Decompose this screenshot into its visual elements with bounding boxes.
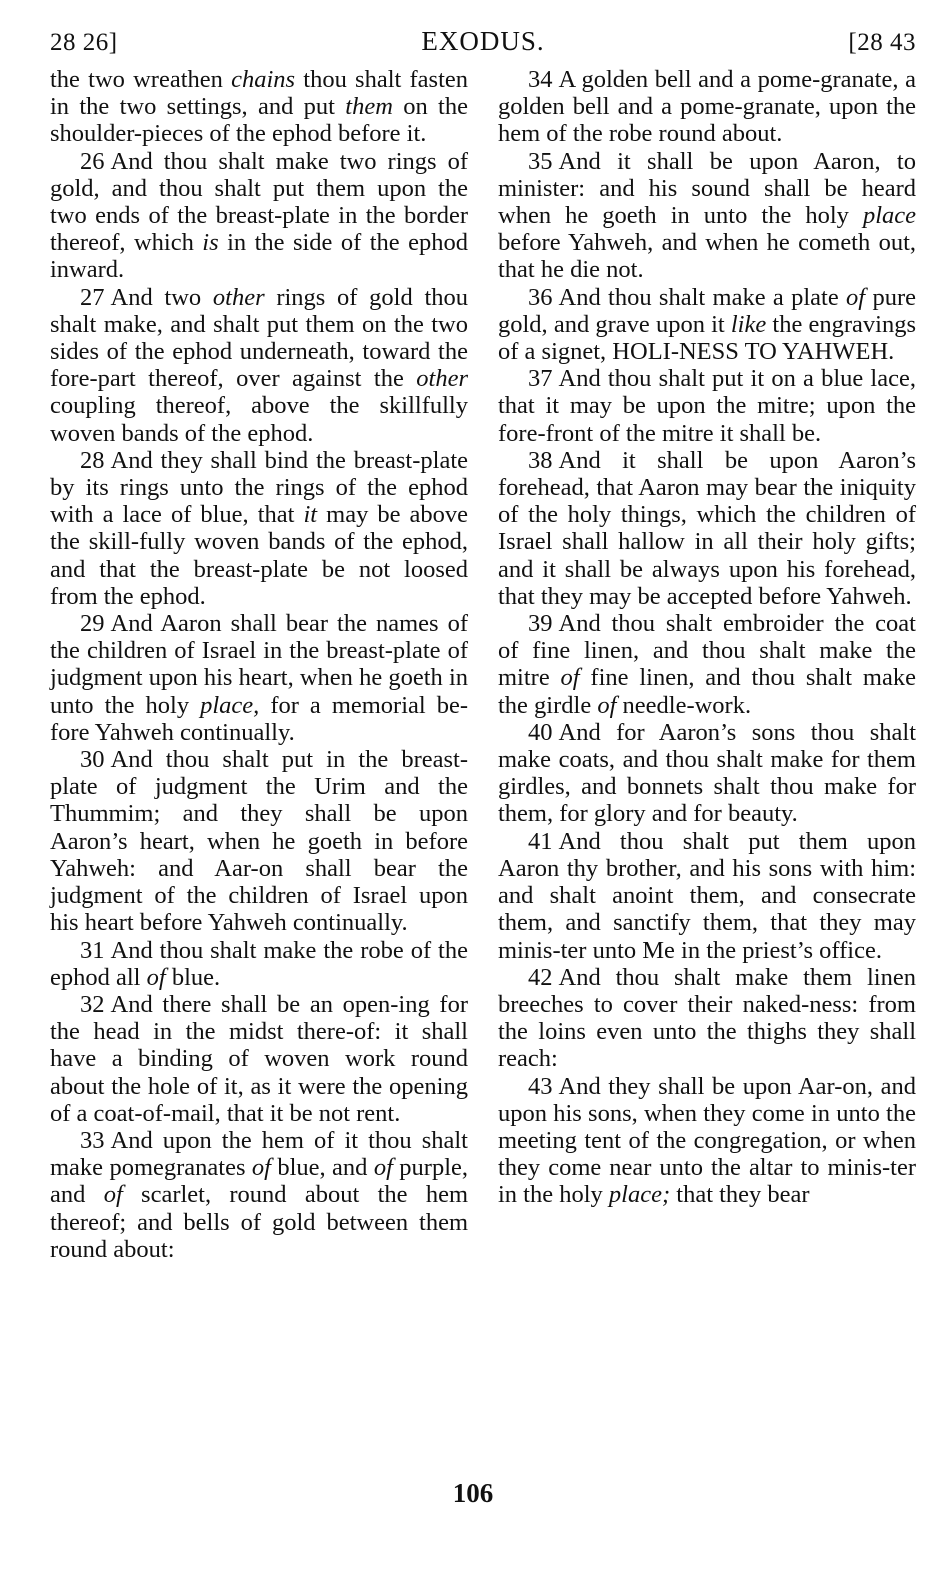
verse-text: scarlet, round about the hem thereof; and bells of gold between them round about: [50,1181,469,1263]
verse-text: And thou shalt put them upon Aaron thy brother, and his sons with him: and shalt anoint them, and consecrate them, and sanctify them, that they may minis-ter unto Me in the priest’s office. [498,827,916,964]
verse-text: that they bear [670,1181,810,1209]
verse-number: 35 [528,147,553,175]
verse-number: 36 [528,283,553,311]
italic-text: them [345,93,393,121]
verse-number: 42 [528,963,553,991]
italic-text: of [597,691,617,719]
verse-number: 40 [528,718,553,746]
verse [498,964,916,1073]
italic-text: other [212,283,265,311]
verse-number: 38 [528,446,553,474]
verse [498,284,916,366]
verse-number: 28 [80,446,105,474]
verse [50,991,468,1127]
italic-text: place; [608,1181,671,1209]
verse-text: And it shall be upon Aaron, to minister: and his sound shall be heard when he goeth in unto the holy [498,147,916,230]
verse-text: And Aaron shall bear the names of the children of Israel in the breast-plate of judgment upon his heart, when he goeth in unto the holy [50,610,468,719]
verse [498,148,916,284]
verse [498,1073,916,1209]
italic-text: is [202,229,219,257]
italic-text: place [862,202,916,230]
verse [50,746,468,936]
verse-text: in the side of the ephod inward. [50,229,468,284]
verse-text: for a memorial be-fore Yahweh continually. [50,691,469,746]
verse-number: 43 [528,1072,553,1100]
verse-text: And thou shalt make the robe of the ephod all [50,936,468,991]
italic-text: like [730,310,767,338]
verse-text: And thou shalt make a plate [558,283,847,311]
verse [498,828,916,964]
verse-text: coupling thereof, above the skillfully woven bands of the ephod. [50,392,468,447]
verse-number: 33 [80,1126,105,1154]
verse-text: thou shalt fasten in the two settings, and put [50,66,469,121]
italic-text: chains [231,66,296,93]
verse-number: 41 [528,827,553,855]
verse-text: pure gold, and grave upon it [498,283,916,338]
italic-text: it [303,501,318,529]
right-column [498,66,916,1263]
verse-text: And thou shalt make two rings of gold, and thou shalt put them upon the two ends of the breast-plate in the border thereof, which [50,147,468,257]
page-number: 106 [452,1478,494,1508]
verse-number: 27 [80,283,105,311]
verse-text: And two [110,283,213,311]
verse-text: purple, and [50,1154,469,1209]
verse [498,66,916,148]
verse [50,610,468,746]
italic-text: of [560,664,580,692]
italic-text: of [103,1181,123,1209]
text-columns [50,66,916,1263]
verse-text: And they shall be upon Aar-on, and upon his sons, when they come in unto the meeting tent of the congregation, or when they come near unto the altar to minis-ter in the holy [498,1072,916,1209]
verse-text: A golden bell and a pome-granate, a golden bell and a pome-granate, upon the hem of the robe round about. [498,66,916,148]
verse-number: 37 [528,365,553,393]
left-column [50,66,468,1263]
verse-text: on the shoulder-pieces of the ephod before it. [50,93,468,148]
verse [50,447,468,610]
verse-text: the engravings of a signet, HOLI-NESS TO YAHWEH. [498,310,916,366]
italic-text: of [251,1154,271,1182]
verse [50,148,468,284]
verse-text: needle-work. [616,691,752,719]
verse-text: And thou shalt put it on a blue lace, that it may be upon the mitre; upon the fore-front of the mitre it shall be. [498,365,916,447]
running-head-left: 28 26] [50,29,118,56]
verse-text: And thou shalt embroider the coat of fine linen, and thou shalt make the mitre [498,610,916,692]
verse-number: 29 [80,610,105,638]
verse [50,1127,468,1263]
verse [498,447,916,610]
verse-text: And it shall be upon Aaron’s forehead, that Aaron may bear the iniquity of the holy things, which the children of Israel shall hallow in all their holy gifts; and it shall be always upon his forehead, that they may be accepted before Yahweh. [498,446,916,610]
verse-number: 26 [80,147,105,175]
verse-text: rings of gold thou shalt make, and shalt put them on the two sides of the ephod underneath, toward the fore-part thereof, over against the [50,283,468,393]
running-head-right: [28 43 [848,29,916,56]
italic-text: of [846,283,866,311]
verse-text: And upon the hem of it thou shalt make pomegranates [50,1126,468,1182]
italic-text: of [146,963,166,991]
verse-text: And they shall bind the breast-plate by its rings unto the rings of the ephod with a lace of blue, that [50,446,468,529]
verse-text: And there shall be an open-ing for the head in the midst there-of: it shall have a binding of woven work round about the hole of it, as it were the opening of a coat-of-mail, that it be not rent. [50,990,468,1127]
verse-text: may be above the skill-fully woven bands of the ephod, and that the breast-plate be not loosed from the ephod. [50,501,468,610]
italic-text: other [416,365,468,393]
verse-number: 31 [80,936,105,964]
running-head [50,26,916,60]
verse-number: 39 [528,610,553,638]
italic-text: place, [200,691,260,719]
verse [50,937,468,991]
verse-text: blue. [165,963,221,991]
verse-number: 32 [80,990,105,1018]
verse-text: before Yahweh, and when he cometh out, that he die not. [498,229,916,284]
italic-text: of [373,1154,393,1182]
verse [498,365,916,447]
verse [498,610,916,719]
verse [50,66,468,148]
verse-number: 30 [80,746,105,774]
verse [498,719,916,828]
verse-text: And thou shalt put in the breast-plate of judgment the Urim and the Thummim; and they shall be upon Aaron’s heart, when he goeth in before Yahweh: and Aar-on shall bear the judgment of the children of Israel upon his heart before Yahweh continually. [50,746,468,937]
verse-text: fine linen, and thou shalt make the girdle [498,664,916,719]
book-title: EXODUS. [421,26,545,56]
verse-text: blue, and [270,1154,374,1182]
verse-text: the two wreathen [50,66,232,93]
verse-text: And thou shalt make them linen breeches to cover their naked-ness: from the loins even unto the thighs they shall reach: [498,963,916,1073]
verse [50,284,468,447]
verse-text: And for Aaron’s sons thou shalt make coats, and thou shalt make for them girdles, and bonnets shalt thou make for them, for glory and for beauty. [498,718,916,828]
verse-number: 34 [528,66,553,93]
